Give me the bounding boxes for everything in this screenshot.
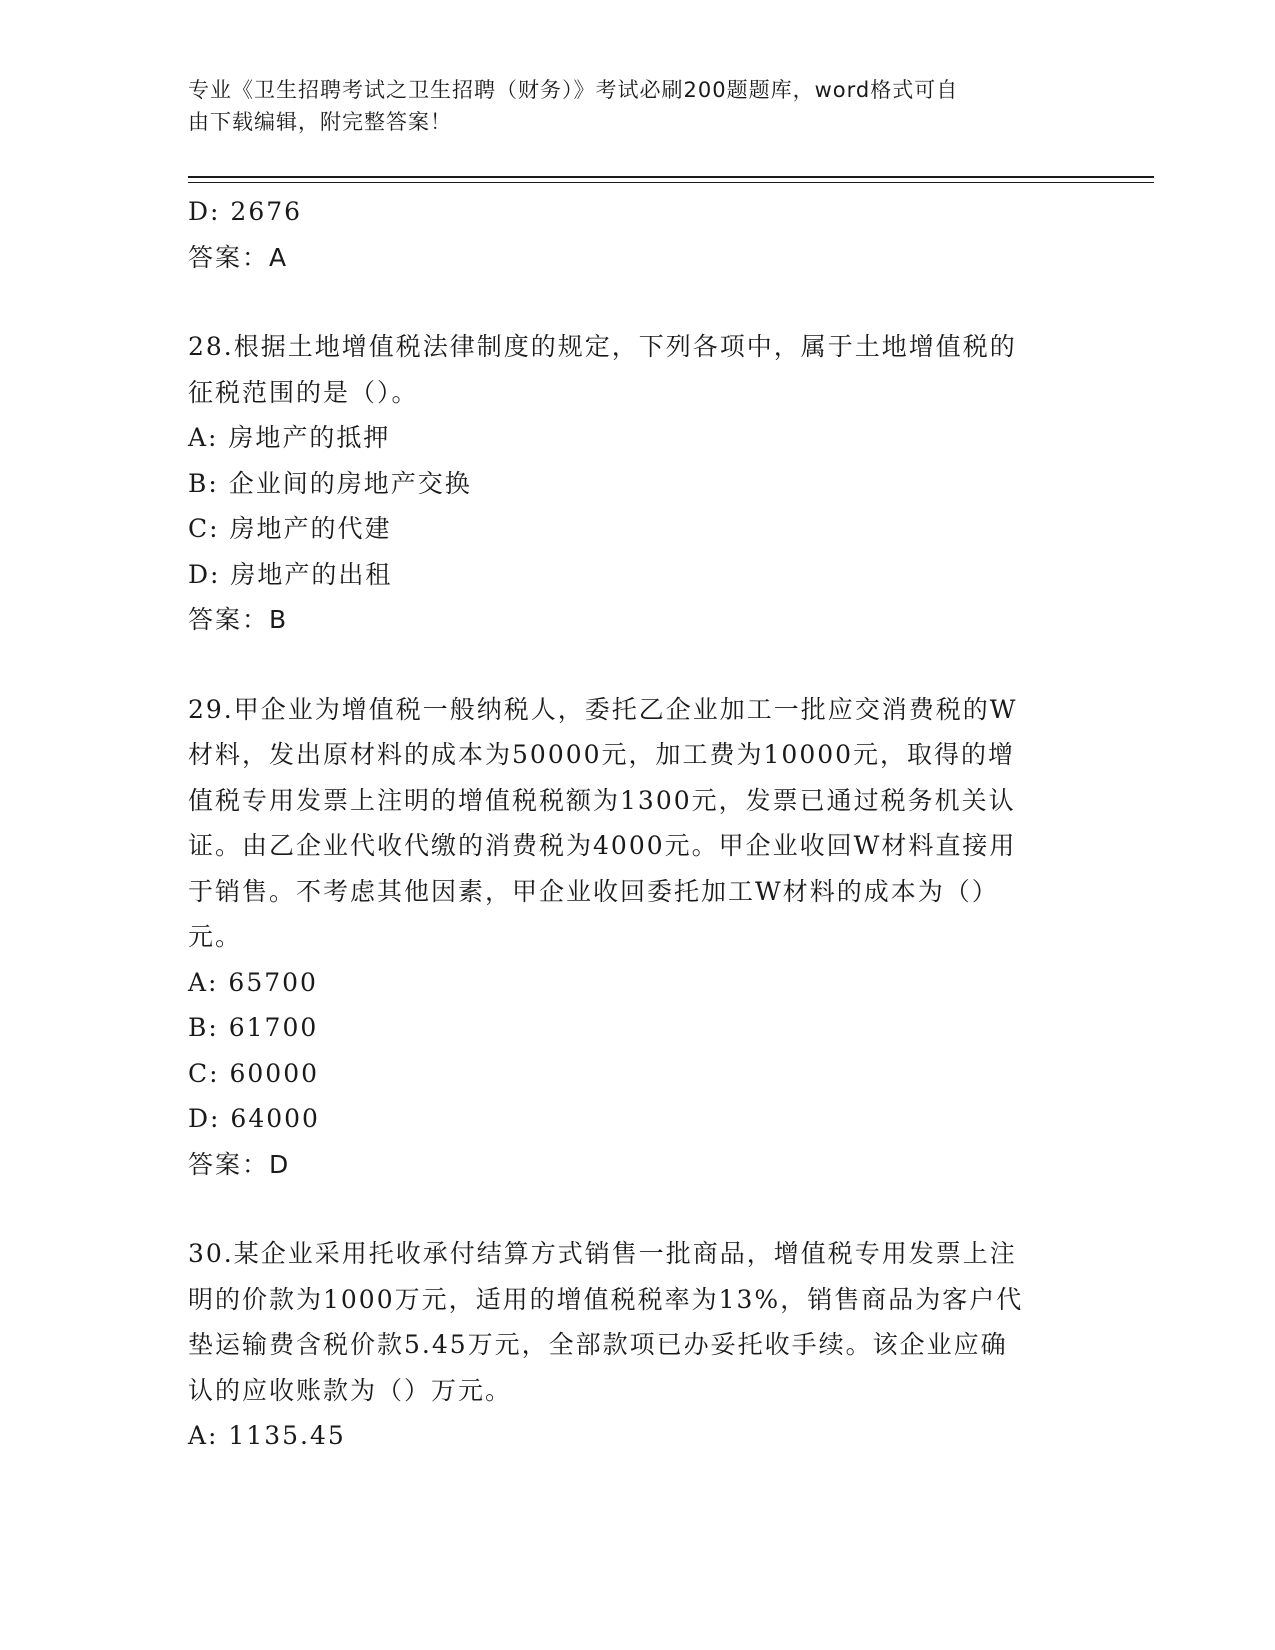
question-text-line: 29.甲企业为增值税一般纳税人，委托乙企业加工一批应交消费税的W: [188, 694, 1018, 724]
option-a: A: 房地产的抵押: [188, 423, 391, 452]
option-d: D: 2676: [188, 197, 303, 226]
header-title-line-2: 由下载编辑，附完整答案！: [188, 110, 452, 134]
question-list: [188, 189, 1068, 1459]
question-27-tail: [188, 189, 1068, 280]
option-b: B: 61700: [188, 1013, 319, 1042]
question-29: [188, 687, 1068, 1188]
question-text-line: 30.某企业采用托收承付结算方式销售一批商品，增值税专用发票上注: [188, 1239, 1017, 1268]
option-c: C: 60000: [188, 1058, 320, 1088]
spacer: [188, 1187, 1068, 1231]
question-text-line: 28.根据土地增值税法律制度的规定，下列各项中，属于土地增值税的: [188, 332, 1017, 361]
question-text-line: 材料，发出原材料的成本为50000元，加工费为10000元，取得的增: [188, 740, 1016, 769]
spacer: [188, 643, 1068, 687]
question-text-line: 征税范围的是（）。: [188, 377, 419, 407]
question-text-line: 于销售。不考虑其他因素，甲企业收回委托加工W材料的成本为（）: [188, 876, 999, 906]
question-text-line: 垫运输费含税价款5.45万元，全部款项已办妥托收手续。该企业应确: [188, 1330, 1008, 1359]
header-title-line-1: 专业《卫生招聘考试之卫生招聘（财务）》考试必刷200题题库，word格式可自: [188, 78, 959, 102]
answer: 答案：D: [188, 1149, 291, 1179]
document-header: [188, 74, 1068, 138]
question-text-line: 证。由乙企业代收代缴的消费税为4000元。甲企业收回W材料直接用: [188, 831, 1017, 860]
question-text-line: 认的应收账款为（）万元。: [188, 1375, 513, 1405]
option-a: A: 1135.45: [188, 1421, 346, 1450]
option-d: D: 64000: [188, 1104, 320, 1133]
option-c: C: 房地产的代建: [188, 514, 392, 543]
question-28: [188, 324, 1068, 643]
option-a: A: 65700: [188, 967, 318, 997]
question-text-line: 值税专用发票上注明的增值税税额为1300元，发票已通过税务机关认: [188, 785, 1016, 815]
question-text-line: 明的价款为1000万元，适用的增值税税率为13%，销售商品为客户代: [188, 1284, 1024, 1314]
answer: 答案：B: [188, 605, 289, 634]
spacer: [188, 280, 1068, 324]
header-divider-thin: [188, 182, 1154, 183]
question-text-line: 元。: [188, 922, 243, 951]
option-b: B: 企业间的房地产交换: [188, 468, 472, 498]
answer: 答案：A: [188, 242, 289, 272]
question-30: [188, 1231, 1068, 1459]
option-d: D: 房地产的出租: [188, 559, 393, 589]
header-divider-thick: [188, 176, 1154, 178]
